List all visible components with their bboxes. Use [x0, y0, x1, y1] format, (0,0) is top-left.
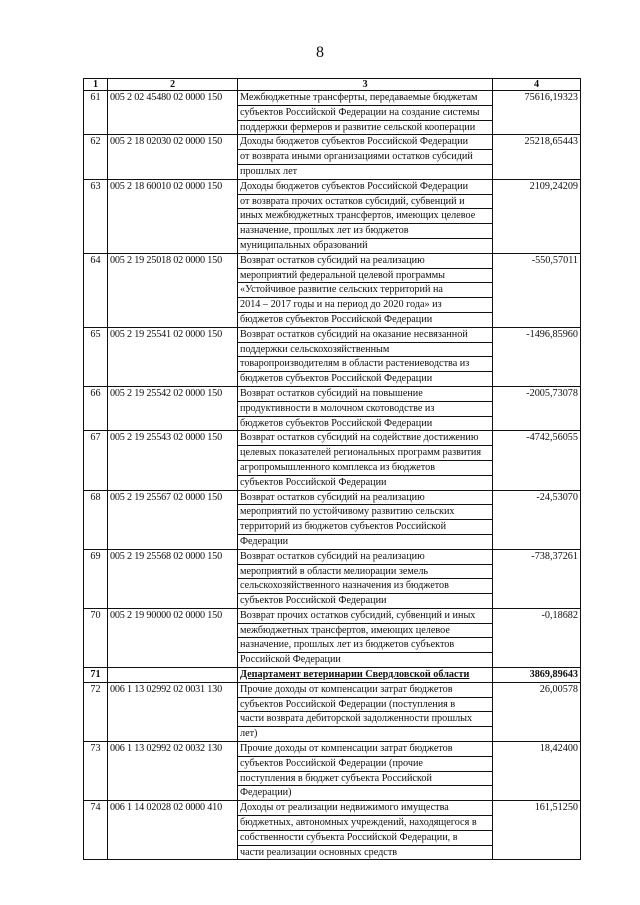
budget-code: 006 1 14 02028 02 0000 410	[108, 801, 238, 860]
row-number: 70	[84, 608, 108, 667]
budget-code: 006 1 13 02992 02 0031 130	[108, 682, 238, 741]
income-name-line: муниципальных образований	[240, 239, 368, 251]
income-name-line: назначение, прошлых лет из бюджетов субъектов	[238, 638, 492, 653]
income-name-line: субъектов Российской Федерации (поступления в	[238, 698, 492, 713]
amount: -738,37261	[493, 549, 581, 608]
income-name-line: иных межбюджетных трансфертов, имеющих целевое	[238, 209, 492, 224]
income-name	[238, 253, 493, 327]
amount: -24,53070	[493, 490, 581, 549]
income-name-line: «Устойчивое развитие сельских территорий на	[238, 283, 492, 298]
amount: 3869,89643	[493, 668, 581, 683]
budget-code: 005 2 18 02030 02 0000 150	[108, 135, 238, 179]
income-name-line: субъектов Российской Федерации	[240, 476, 387, 488]
income-name-line: субъектов Российской Федерации (прочие	[238, 757, 492, 772]
income-name-line: Доходы бюджетов субъектов Российской Федерации	[238, 180, 492, 195]
income-name-line: субъектов Российской Федерации	[240, 595, 387, 607]
income-name-line: собственности субъекта Российской Федерации, в	[238, 831, 492, 846]
column-header-name: 3	[238, 79, 493, 91]
income-name-line: продуктивности в молочном скотоводстве из	[238, 402, 492, 417]
row-number: 71	[84, 668, 108, 683]
table-row	[84, 490, 581, 549]
income-name	[238, 179, 493, 253]
table-row	[84, 682, 581, 741]
income-name-line: территорий из бюджетов субъектов Российской	[238, 520, 492, 535]
budget-code: 005 2 19 90000 02 0000 150	[108, 608, 238, 667]
amount: -1496,85960	[493, 327, 581, 386]
income-name	[238, 386, 493, 430]
income-name	[238, 490, 493, 549]
income-name-line: мероприятий по устойчивому развитию сельских	[238, 505, 492, 520]
income-name-line: мероприятий в области мелиорации земель	[238, 565, 492, 580]
row-number: 74	[84, 801, 108, 860]
income-name-line: Возврат остатков субсидий на оказание несвязанной	[238, 328, 492, 343]
income-name	[238, 608, 493, 667]
income-name	[238, 431, 493, 490]
table-row	[84, 253, 581, 327]
table-row	[84, 742, 581, 801]
income-name-line: Федерации	[240, 535, 289, 547]
budget-code: 005 2 19 25541 02 0000 150	[108, 327, 238, 386]
income-name-line: Межбюджетные трансферты, передаваемые бюджетам	[238, 91, 492, 106]
income-name-line: Возврат остатков субсидий на реализацию	[238, 254, 492, 269]
income-name-line: мероприятий федеральной целевой программы	[238, 269, 492, 284]
amount: 18,42400	[493, 742, 581, 801]
amount: 26,00578	[493, 682, 581, 741]
table-row	[84, 179, 581, 253]
amount: 75616,19323	[493, 91, 581, 135]
income-name-line: Федерации)	[240, 787, 292, 799]
column-header-number: 1	[84, 79, 108, 91]
budget-code: 005 2 18 60010 02 0000 150	[108, 179, 238, 253]
income-name-line: Прочие доходы от компенсации затрат бюджетов	[238, 742, 492, 757]
income-name	[238, 668, 493, 683]
amount: -550,57011	[493, 253, 581, 327]
income-name-line: сельскохозяйственного назначения из бюджетов	[238, 579, 492, 594]
income-name-line: бюджетов субъектов Российской Федерации	[240, 373, 433, 385]
income-name-line: назначение, прошлых лет из бюджетов	[238, 224, 492, 239]
table-row	[84, 135, 581, 179]
income-name	[238, 742, 493, 801]
row-number: 61	[84, 91, 108, 135]
income-name-line: межбюджетных трансфертов, имеющих целевое	[238, 624, 492, 639]
budget-code: 005 2 19 25543 02 0000 150	[108, 431, 238, 490]
budget-code	[108, 668, 238, 683]
table-row	[84, 608, 581, 667]
amount: 161,51250	[493, 801, 581, 860]
budget-code: 005 2 19 25567 02 0000 150	[108, 490, 238, 549]
page-number: 8	[316, 44, 324, 61]
income-name	[238, 549, 493, 608]
income-name-line: Возврат остатков субсидий на реализацию	[238, 550, 492, 565]
income-name	[238, 801, 493, 860]
column-header-sum: 4	[493, 79, 581, 91]
budget-code: 005 2 19 25568 02 0000 150	[108, 549, 238, 608]
income-name	[238, 135, 493, 179]
row-number: 68	[84, 490, 108, 549]
row-number: 62	[84, 135, 108, 179]
income-name-line: бюджетов субъектов Российской Федерации	[240, 417, 433, 429]
budget-code: 005 2 19 25542 02 0000 150	[108, 386, 238, 430]
income-name-line: субъектов Российской Федерации на создание системы	[238, 106, 492, 121]
budget-table	[83, 78, 581, 860]
income-name-line: поддержки фермеров и развитие сельской кооперации	[240, 121, 476, 133]
income-name-line: поступления в бюджет субъекта Российской	[238, 772, 492, 787]
row-number: 63	[84, 179, 108, 253]
income-name-line: от возврата иными организациями остатков субсидий	[238, 150, 492, 165]
table-row	[84, 386, 581, 430]
row-number: 65	[84, 327, 108, 386]
income-name-line: бюджетных, автономных учреждений, находящегося в	[238, 816, 492, 831]
table-row	[84, 549, 581, 608]
income-name-line: Возврат прочих остатков субсидий, субвенций и иных	[238, 609, 492, 624]
row-number: 73	[84, 742, 108, 801]
budget-code: 006 1 13 02992 02 0032 130	[108, 742, 238, 801]
income-name	[238, 91, 493, 135]
table-row	[84, 91, 581, 135]
income-name-line: Возврат остатков субсидий на реализацию	[238, 491, 492, 506]
income-name-line: части возврата дебиторской задолженности прошлых	[238, 712, 492, 727]
income-name-line: поддержки сельскохозяйственным	[238, 343, 492, 358]
income-name-line: Возврат остатков субсидий на повышение	[238, 387, 492, 402]
row-number: 72	[84, 682, 108, 741]
column-header-code: 2	[108, 79, 238, 91]
amount: -0,18682	[493, 608, 581, 667]
income-name-line: прошлых лет	[240, 165, 298, 177]
income-name	[238, 682, 493, 741]
income-name-line: Доходы бюджетов субъектов Российской Федерации	[238, 135, 492, 150]
amount: 25218,65443	[493, 135, 581, 179]
income-name-line: агропромышленного комплекса из бюджетов	[238, 461, 492, 476]
budget-code: 005 2 19 25018 02 0000 150	[108, 253, 238, 327]
table-row	[84, 327, 581, 386]
income-name-line: Прочие доходы от компенсации затрат бюджетов	[238, 683, 492, 698]
income-name-line: товаропроизводителям в области растениеводства из	[238, 357, 492, 372]
income-name-line: от возврата прочих остатков субсидий, субвенций и	[238, 195, 492, 210]
row-number: 66	[84, 386, 108, 430]
row-number: 67	[84, 431, 108, 490]
table-row	[84, 801, 581, 860]
income-name-line: бюджетов субъектов Российской Федерации	[240, 313, 433, 325]
budget-code: 005 2 02 45480 02 0000 150	[108, 91, 238, 135]
row-number: 64	[84, 253, 108, 327]
income-name-line: части реализации основных средств	[240, 846, 398, 858]
table-row	[84, 431, 581, 490]
amount: -2005,73078	[493, 386, 581, 430]
income-name-line: Доходы от реализации недвижимого имущества	[238, 801, 492, 816]
row-number: 69	[84, 549, 108, 608]
table-header-row	[84, 79, 581, 91]
income-name-line: Возврат остатков субсидий на содействие достижению	[238, 431, 492, 446]
income-name-line: целевых показателей региональных программ развития	[238, 446, 492, 461]
amount: -4742,56055	[493, 431, 581, 490]
income-name	[238, 327, 493, 386]
income-name-line: Департамент ветеринарии Свердловской области	[240, 669, 470, 681]
income-name-line: 2014 – 2017 годы и на период до 2020 года» из	[238, 298, 492, 313]
income-name-line: лет)	[240, 728, 258, 740]
amount: 2109,24209	[493, 179, 581, 253]
income-name-line: Российской Федерации	[240, 654, 341, 666]
department-row	[84, 668, 581, 683]
